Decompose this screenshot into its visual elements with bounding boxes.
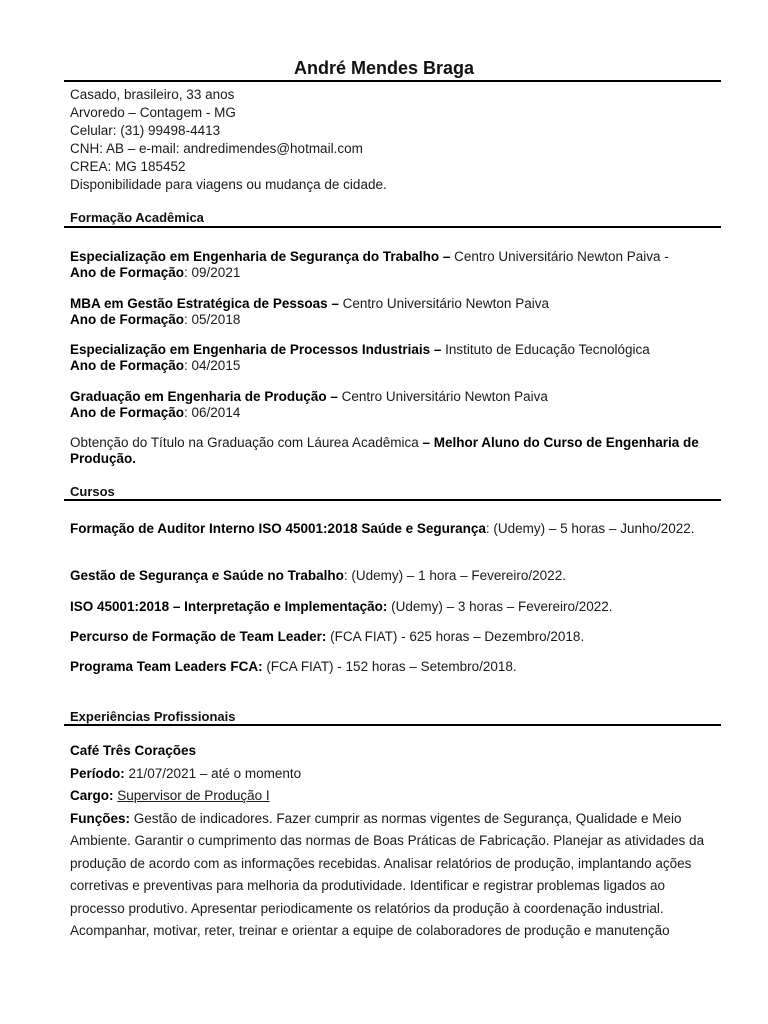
education-honor xyxy=(70,435,720,467)
personal-line: Arvoredo – Contagem - MG xyxy=(70,105,236,120)
course-title: Formação de Auditor Interno ISO 45001:2018 Saúde e Segurança xyxy=(70,521,486,536)
experience-entry xyxy=(70,740,720,943)
education-course: Especialização em Engenharia de Segurança do Trabalho – xyxy=(70,249,451,264)
course-title: ISO 45001:2018 – Interpretação e Implementação: xyxy=(70,599,388,614)
course-detail: (FCA FIAT) - 625 horas – Dezembro/2018. xyxy=(326,629,585,644)
candidate-name: André Mendes Braga xyxy=(293,58,475,78)
education-course: Especialização em Engenharia de Processos Industriais – xyxy=(70,342,442,357)
course-item xyxy=(70,568,720,584)
course-title: Gestão de Segurança e Saúde no Trabalho xyxy=(70,568,344,583)
education-year: : 09/2021 xyxy=(184,265,241,280)
duties-label: Funções: xyxy=(70,810,131,826)
period-value: 21/07/2021 – até o momento xyxy=(124,765,302,781)
course-detail: (FCA FIAT) - 152 horas – Setembro/2018. xyxy=(262,659,517,674)
section-rule xyxy=(64,724,721,726)
section-heading-courses: Cursos xyxy=(70,484,115,499)
role-label: Cargo: xyxy=(70,788,114,803)
section-rule xyxy=(64,499,721,501)
personal-line: CREA: MG 185452 xyxy=(70,159,186,174)
header-rule xyxy=(64,80,721,82)
course-title: Programa Team Leaders FCA: xyxy=(70,659,263,674)
education-item xyxy=(70,342,720,374)
duties-text: Gestão de indicadores. Fazer cumprir as normas vigentes de Segurança, Qualidade e Meio Ambiente. Garantir o cumprimento das normas de Boas Práticas de Fabricação. Planejar as atividades da produção de acordo com as informações recebidas. Analisar relatórios de produção, implantando ações corretivas e preventivas para melhoria da produtividade. Identificar e registrar problemas ligados ao processo produtivo. Apresentar periodicamente os relatórios da produção à coordenação industrial. Acompanhar, motivar, reter, treinar e orientar a equipe de colaboradores de produção e manutenção xyxy=(70,810,705,938)
education-institution: Centro Universitário Newton Paiva xyxy=(337,389,548,404)
experience-role xyxy=(70,785,720,808)
course-detail: (Udemy) – 3 horas – Fevereiro/2022. xyxy=(387,599,613,614)
education-item xyxy=(70,389,720,421)
role-value: Supervisor de Produção I xyxy=(117,788,270,803)
education-year-label: Ano de Formação xyxy=(70,265,185,280)
education-year: : 05/2018 xyxy=(184,312,241,327)
course-title: Percurso de Formação de Team Leader: xyxy=(70,629,327,644)
section-heading-education: Formação Acadêmica xyxy=(70,210,204,225)
education-year-label: Ano de Formação xyxy=(70,405,185,420)
period-label: Período: xyxy=(70,765,125,781)
experience-period xyxy=(70,763,720,786)
education-course: Graduação em Engenharia de Produção – xyxy=(70,389,338,404)
course-item xyxy=(70,521,720,537)
company-name: Café Três Corações xyxy=(70,743,197,758)
personal-line: Celular: (31) 99498-4413 xyxy=(70,123,221,138)
course-item xyxy=(70,659,720,675)
personal-line: Disponibilidade para viagens ou mudança de cidade. xyxy=(70,177,387,192)
honor-bold: – Melhor Aluno do Curso de Engenharia de Produção. xyxy=(70,435,699,466)
education-institution: Centro Universitário Newton Paiva xyxy=(338,296,549,311)
experience-duties xyxy=(70,808,720,943)
section-heading-experience: Experiências Profissionais xyxy=(70,709,236,724)
section-rule xyxy=(64,226,721,228)
course-item xyxy=(70,599,720,615)
education-institution: Centro Universitário Newton Paiva - xyxy=(450,249,669,264)
education-year: : 06/2014 xyxy=(184,405,241,420)
course-detail: : (Udemy) – 5 horas – Junho/2022. xyxy=(485,521,695,536)
personal-line: Casado, brasileiro, 33 anos xyxy=(70,87,235,102)
course-detail: : (Udemy) – 1 hora – Fevereiro/2022. xyxy=(343,568,566,583)
honor-text: Obtenção do Título na Graduação com Láurea Acadêmica xyxy=(70,435,423,450)
personal-line: CNH: AB – e-mail: andredimendes@hotmail.com xyxy=(70,141,363,156)
education-year: : 04/2015 xyxy=(184,358,241,373)
education-year-label: Ano de Formação xyxy=(70,358,185,373)
education-item xyxy=(70,296,720,328)
education-year-label: Ano de Formação xyxy=(70,312,185,327)
education-institution: Instituto de Educação Tecnológica xyxy=(441,342,650,357)
education-item xyxy=(70,249,720,281)
education-course: MBA em Gestão Estratégica de Pessoas – xyxy=(70,296,339,311)
course-item xyxy=(70,629,720,645)
